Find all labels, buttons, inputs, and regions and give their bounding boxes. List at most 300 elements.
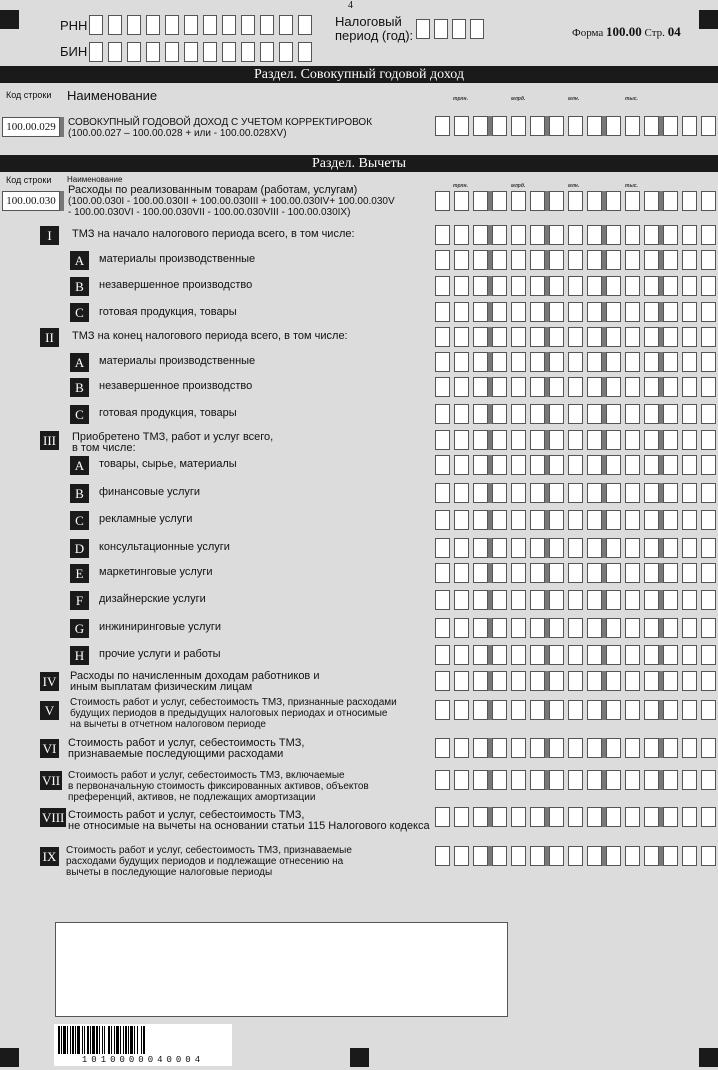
digit-cell[interactable]	[492, 618, 507, 638]
digit-cell[interactable]	[454, 116, 469, 136]
digit-cell[interactable]	[701, 618, 716, 638]
digit-cell[interactable]	[587, 807, 602, 827]
digit-box[interactable]	[127, 42, 141, 62]
digit-cell[interactable]	[625, 225, 640, 245]
digit-cell[interactable]	[454, 483, 469, 503]
digit-cell[interactable]	[492, 327, 507, 347]
digit-cell[interactable]	[701, 510, 716, 530]
digit-cell[interactable]	[682, 404, 697, 424]
digit-cell[interactable]	[473, 302, 488, 322]
digit-cell[interactable]	[492, 455, 507, 475]
digit-cell[interactable]	[492, 404, 507, 424]
digit-cell[interactable]	[492, 645, 507, 665]
digit-cell[interactable]	[568, 302, 583, 322]
digit-cell[interactable]	[587, 455, 602, 475]
digit-cell[interactable]	[511, 327, 526, 347]
digit-cell[interactable]	[701, 404, 716, 424]
digit-cell[interactable]	[606, 563, 621, 583]
digit-box[interactable]	[260, 42, 274, 62]
digit-cell[interactable]	[644, 770, 659, 790]
digit-cell[interactable]	[644, 191, 659, 211]
digit-cell[interactable]	[454, 538, 469, 558]
digit-cell[interactable]	[644, 276, 659, 296]
digit-cell[interactable]	[473, 352, 488, 372]
digit-cell[interactable]	[587, 510, 602, 530]
digit-cell[interactable]	[682, 327, 697, 347]
digit-box[interactable]	[89, 42, 103, 62]
digit-cell[interactable]	[473, 563, 488, 583]
digit-cell[interactable]	[492, 483, 507, 503]
digit-cell[interactable]	[492, 225, 507, 245]
digit-cell[interactable]	[511, 276, 526, 296]
digit-cell[interactable]	[625, 846, 640, 866]
digit-cell[interactable]	[644, 225, 659, 245]
digit-cell[interactable]	[644, 510, 659, 530]
digit-cell[interactable]	[625, 700, 640, 720]
digit-cell[interactable]	[587, 538, 602, 558]
digit-cell[interactable]	[435, 807, 450, 827]
digit-cell[interactable]	[663, 483, 678, 503]
digit-cell[interactable]	[663, 276, 678, 296]
digit-cell[interactable]	[701, 700, 716, 720]
digit-cell[interactable]	[435, 671, 450, 691]
digit-cell[interactable]	[568, 352, 583, 372]
digit-cell[interactable]	[530, 377, 545, 397]
digit-cell[interactable]	[625, 563, 640, 583]
digit-cell[interactable]	[511, 846, 526, 866]
digit-cell[interactable]	[625, 377, 640, 397]
digit-cell[interactable]	[511, 191, 526, 211]
digit-cell[interactable]	[568, 327, 583, 347]
digit-cell[interactable]	[492, 671, 507, 691]
digit-cell[interactable]	[549, 770, 564, 790]
digit-cell[interactable]	[454, 352, 469, 372]
digit-cell[interactable]	[644, 671, 659, 691]
digit-cell[interactable]	[625, 483, 640, 503]
digit-cell[interactable]	[606, 738, 621, 758]
digit-cell[interactable]	[568, 563, 583, 583]
digit-cell[interactable]	[625, 116, 640, 136]
digit-cell[interactable]	[492, 276, 507, 296]
digit-cell[interactable]	[682, 807, 697, 827]
digit-cell[interactable]	[435, 538, 450, 558]
digit-cell[interactable]	[473, 846, 488, 866]
digit-cell[interactable]	[492, 302, 507, 322]
digit-cell[interactable]	[663, 563, 678, 583]
digit-cell[interactable]	[492, 538, 507, 558]
digit-cell[interactable]	[587, 377, 602, 397]
digit-cell[interactable]	[701, 645, 716, 665]
digit-cell[interactable]	[511, 807, 526, 827]
digit-cell[interactable]	[644, 352, 659, 372]
digit-cell[interactable]	[435, 455, 450, 475]
digit-cell[interactable]	[492, 352, 507, 372]
digit-cell[interactable]	[625, 430, 640, 450]
digit-cell[interactable]	[530, 563, 545, 583]
digit-cell[interactable]	[473, 738, 488, 758]
digit-cell[interactable]	[606, 590, 621, 610]
digit-cell[interactable]	[644, 538, 659, 558]
digit-cell[interactable]	[587, 483, 602, 503]
digit-cell[interactable]	[663, 404, 678, 424]
digit-cell[interactable]	[606, 455, 621, 475]
digit-cell[interactable]	[682, 352, 697, 372]
digit-cell[interactable]	[568, 671, 583, 691]
digit-cell[interactable]	[587, 430, 602, 450]
digit-cell[interactable]	[606, 250, 621, 270]
digit-cell[interactable]	[701, 191, 716, 211]
digit-cell[interactable]	[549, 116, 564, 136]
digit-cell[interactable]	[587, 302, 602, 322]
digit-cell[interactable]	[454, 618, 469, 638]
digit-cell[interactable]	[663, 510, 678, 530]
digit-cell[interactable]	[682, 483, 697, 503]
digit-cell[interactable]	[644, 302, 659, 322]
digit-cell[interactable]	[511, 377, 526, 397]
digit-cell[interactable]	[701, 455, 716, 475]
digit-cell[interactable]	[644, 807, 659, 827]
digit-cell[interactable]	[530, 430, 545, 450]
digit-cell[interactable]	[682, 563, 697, 583]
digit-cell[interactable]	[587, 225, 602, 245]
digit-cell[interactable]	[530, 352, 545, 372]
digit-cell[interactable]	[530, 846, 545, 866]
digit-cell[interactable]	[682, 618, 697, 638]
digit-cell[interactable]	[454, 590, 469, 610]
digit-cell[interactable]	[625, 671, 640, 691]
digit-cell[interactable]	[682, 225, 697, 245]
digit-cell[interactable]	[473, 618, 488, 638]
digit-cell[interactable]	[549, 807, 564, 827]
digit-cell[interactable]	[473, 455, 488, 475]
digit-cell[interactable]	[530, 671, 545, 691]
digit-cell[interactable]	[682, 700, 697, 720]
digit-cell[interactable]	[454, 738, 469, 758]
digit-cell[interactable]	[568, 700, 583, 720]
digit-box[interactable]	[279, 15, 293, 35]
digit-cell[interactable]	[682, 377, 697, 397]
digit-cell[interactable]	[701, 770, 716, 790]
digit-cell[interactable]	[454, 191, 469, 211]
digit-cell[interactable]	[663, 538, 678, 558]
digit-cell[interactable]	[606, 327, 621, 347]
digit-cell[interactable]	[701, 327, 716, 347]
digit-cell[interactable]	[663, 645, 678, 665]
digit-cell[interactable]	[549, 327, 564, 347]
digit-cell[interactable]	[530, 191, 545, 211]
digit-cell[interactable]	[606, 618, 621, 638]
digit-cell[interactable]	[568, 191, 583, 211]
digit-cell[interactable]	[435, 846, 450, 866]
digit-cell[interactable]	[511, 225, 526, 245]
digit-cell[interactable]	[663, 807, 678, 827]
digit-cell[interactable]	[701, 377, 716, 397]
digit-cell[interactable]	[701, 846, 716, 866]
digit-cell[interactable]	[644, 327, 659, 347]
digit-cell[interactable]	[701, 116, 716, 136]
digit-box[interactable]	[260, 15, 274, 35]
digit-cell[interactable]	[644, 563, 659, 583]
digit-cell[interactable]	[644, 377, 659, 397]
digit-cell[interactable]	[625, 276, 640, 296]
digit-cell[interactable]	[568, 483, 583, 503]
digit-cell[interactable]	[568, 590, 583, 610]
digit-box[interactable]	[165, 15, 179, 35]
digit-cell[interactable]	[549, 590, 564, 610]
digit-cell[interactable]	[511, 538, 526, 558]
digit-cell[interactable]	[492, 700, 507, 720]
digit-cell[interactable]	[492, 191, 507, 211]
digit-cell[interactable]	[587, 116, 602, 136]
digit-cell[interactable]	[587, 404, 602, 424]
digit-cell[interactable]	[473, 645, 488, 665]
digit-cell[interactable]	[530, 590, 545, 610]
digit-cell[interactable]	[568, 510, 583, 530]
digit-cell[interactable]	[587, 276, 602, 296]
digit-cell[interactable]	[511, 738, 526, 758]
digit-box[interactable]	[222, 15, 236, 35]
digit-cell[interactable]	[454, 563, 469, 583]
digit-cell[interactable]	[663, 327, 678, 347]
digit-cell[interactable]	[587, 700, 602, 720]
digit-cell[interactable]	[625, 404, 640, 424]
digit-cell[interactable]	[625, 590, 640, 610]
digit-cell[interactable]	[530, 700, 545, 720]
digit-cell[interactable]	[454, 250, 469, 270]
digit-cell[interactable]	[606, 225, 621, 245]
digit-cell[interactable]	[682, 510, 697, 530]
digit-cell[interactable]	[587, 738, 602, 758]
digit-cell[interactable]	[644, 700, 659, 720]
digit-cell[interactable]	[549, 455, 564, 475]
digit-cell[interactable]	[682, 116, 697, 136]
digit-cell[interactable]	[454, 645, 469, 665]
digit-cell[interactable]	[435, 590, 450, 610]
digit-cell[interactable]	[549, 352, 564, 372]
digit-cell[interactable]	[530, 645, 545, 665]
digit-cell[interactable]	[511, 563, 526, 583]
digit-cell[interactable]	[511, 352, 526, 372]
digit-cell[interactable]	[511, 645, 526, 665]
digit-cell[interactable]	[473, 538, 488, 558]
digit-cell[interactable]	[644, 455, 659, 475]
digit-cell[interactable]	[625, 352, 640, 372]
digit-cell[interactable]	[473, 191, 488, 211]
digit-cell[interactable]	[549, 377, 564, 397]
digit-cell[interactable]	[625, 250, 640, 270]
digit-cell[interactable]	[435, 327, 450, 347]
digit-cell[interactable]	[663, 430, 678, 450]
digit-cell[interactable]	[530, 538, 545, 558]
digit-cell[interactable]	[511, 770, 526, 790]
digit-cell[interactable]	[663, 738, 678, 758]
digit-box[interactable]	[146, 15, 160, 35]
digit-cell[interactable]	[682, 302, 697, 322]
digit-cell[interactable]	[701, 225, 716, 245]
digit-box[interactable]	[434, 19, 448, 39]
digit-cell[interactable]	[511, 302, 526, 322]
digit-cell[interactable]	[644, 738, 659, 758]
digit-cell[interactable]	[435, 250, 450, 270]
digit-cell[interactable]	[492, 738, 507, 758]
digit-box[interactable]	[298, 15, 312, 35]
digit-cell[interactable]	[454, 455, 469, 475]
digit-cell[interactable]	[606, 276, 621, 296]
digit-box[interactable]	[203, 42, 217, 62]
digit-cell[interactable]	[473, 276, 488, 296]
digit-cell[interactable]	[511, 404, 526, 424]
digit-cell[interactable]	[492, 846, 507, 866]
digit-cell[interactable]	[682, 671, 697, 691]
digit-box[interactable]	[184, 15, 198, 35]
digit-cell[interactable]	[530, 225, 545, 245]
digit-cell[interactable]	[530, 510, 545, 530]
digit-cell[interactable]	[644, 645, 659, 665]
digit-cell[interactable]	[549, 483, 564, 503]
digit-cell[interactable]	[435, 770, 450, 790]
digit-cell[interactable]	[530, 302, 545, 322]
digit-cell[interactable]	[473, 510, 488, 530]
digit-cell[interactable]	[568, 738, 583, 758]
digit-cell[interactable]	[606, 645, 621, 665]
digit-cell[interactable]	[568, 770, 583, 790]
digit-cell[interactable]	[435, 404, 450, 424]
digit-cell[interactable]	[549, 191, 564, 211]
digit-cell[interactable]	[568, 116, 583, 136]
digit-cell[interactable]	[473, 377, 488, 397]
digit-cell[interactable]	[568, 618, 583, 638]
digit-cell[interactable]	[663, 191, 678, 211]
digit-cell[interactable]	[663, 846, 678, 866]
digit-cell[interactable]	[435, 116, 450, 136]
digit-cell[interactable]	[625, 327, 640, 347]
digit-box[interactable]	[222, 42, 236, 62]
digit-cell[interactable]	[511, 250, 526, 270]
digit-cell[interactable]	[625, 455, 640, 475]
digit-box[interactable]	[108, 15, 122, 35]
digit-cell[interactable]	[473, 671, 488, 691]
digit-cell[interactable]	[606, 671, 621, 691]
digit-cell[interactable]	[587, 563, 602, 583]
digit-cell[interactable]	[549, 538, 564, 558]
digit-cell[interactable]	[663, 590, 678, 610]
digit-cell[interactable]	[492, 807, 507, 827]
digit-cell[interactable]	[568, 404, 583, 424]
digit-cell[interactable]	[644, 430, 659, 450]
digit-cell[interactable]	[663, 671, 678, 691]
digit-cell[interactable]	[549, 846, 564, 866]
digit-cell[interactable]	[435, 563, 450, 583]
digit-cell[interactable]	[511, 483, 526, 503]
digit-cell[interactable]	[682, 645, 697, 665]
digit-cell[interactable]	[587, 770, 602, 790]
digit-cell[interactable]	[435, 191, 450, 211]
digit-cell[interactable]	[454, 276, 469, 296]
digit-cell[interactable]	[492, 377, 507, 397]
digit-cell[interactable]	[701, 276, 716, 296]
digit-cell[interactable]	[701, 302, 716, 322]
digit-cell[interactable]	[625, 618, 640, 638]
digit-box[interactable]	[89, 15, 103, 35]
digit-cell[interactable]	[511, 116, 526, 136]
digit-cell[interactable]	[549, 510, 564, 530]
digit-cell[interactable]	[682, 738, 697, 758]
digit-cell[interactable]	[435, 377, 450, 397]
digit-cell[interactable]	[473, 700, 488, 720]
digit-cell[interactable]	[549, 671, 564, 691]
digit-box[interactable]	[241, 15, 255, 35]
digit-cell[interactable]	[435, 510, 450, 530]
digit-cell[interactable]	[587, 671, 602, 691]
notes-area[interactable]	[55, 922, 508, 1017]
digit-cell[interactable]	[435, 738, 450, 758]
digit-cell[interactable]	[530, 276, 545, 296]
digit-cell[interactable]	[606, 430, 621, 450]
digit-cell[interactable]	[663, 377, 678, 397]
digit-cell[interactable]	[511, 430, 526, 450]
digit-cell[interactable]	[549, 618, 564, 638]
digit-cell[interactable]	[568, 645, 583, 665]
digit-cell[interactable]	[625, 738, 640, 758]
digit-cell[interactable]	[473, 590, 488, 610]
digit-cell[interactable]	[606, 377, 621, 397]
digit-cell[interactable]	[568, 807, 583, 827]
digit-cell[interactable]	[663, 770, 678, 790]
digit-cell[interactable]	[606, 510, 621, 530]
digit-cell[interactable]	[625, 538, 640, 558]
digit-cell[interactable]	[663, 250, 678, 270]
digit-cell[interactable]	[435, 618, 450, 638]
digit-cell[interactable]	[701, 671, 716, 691]
digit-cell[interactable]	[606, 302, 621, 322]
digit-cell[interactable]	[530, 770, 545, 790]
digit-cell[interactable]	[568, 250, 583, 270]
digit-cell[interactable]	[606, 191, 621, 211]
digit-cell[interactable]	[568, 430, 583, 450]
digit-cell[interactable]	[682, 538, 697, 558]
digit-cell[interactable]	[663, 225, 678, 245]
digit-cell[interactable]	[587, 846, 602, 866]
digit-cell[interactable]	[435, 645, 450, 665]
digit-cell[interactable]	[530, 250, 545, 270]
digit-cell[interactable]	[682, 250, 697, 270]
digit-cell[interactable]	[530, 404, 545, 424]
digit-cell[interactable]	[663, 700, 678, 720]
digit-cell[interactable]	[492, 116, 507, 136]
digit-cell[interactable]	[587, 352, 602, 372]
digit-cell[interactable]	[549, 700, 564, 720]
digit-cell[interactable]	[511, 510, 526, 530]
digit-cell[interactable]	[644, 250, 659, 270]
digit-cell[interactable]	[625, 302, 640, 322]
digit-cell[interactable]	[530, 327, 545, 347]
digit-cell[interactable]	[435, 700, 450, 720]
digit-cell[interactable]	[473, 404, 488, 424]
digit-cell[interactable]	[473, 430, 488, 450]
digit-cell[interactable]	[454, 225, 469, 245]
digit-cell[interactable]	[549, 250, 564, 270]
digit-cell[interactable]	[606, 352, 621, 372]
digit-cell[interactable]	[701, 807, 716, 827]
digit-cell[interactable]	[606, 807, 621, 827]
digit-cell[interactable]	[606, 846, 621, 866]
digit-cell[interactable]	[625, 645, 640, 665]
digit-cell[interactable]	[587, 590, 602, 610]
digit-cell[interactable]	[530, 738, 545, 758]
digit-cell[interactable]	[625, 770, 640, 790]
digit-cell[interactable]	[549, 430, 564, 450]
digit-cell[interactable]	[435, 352, 450, 372]
